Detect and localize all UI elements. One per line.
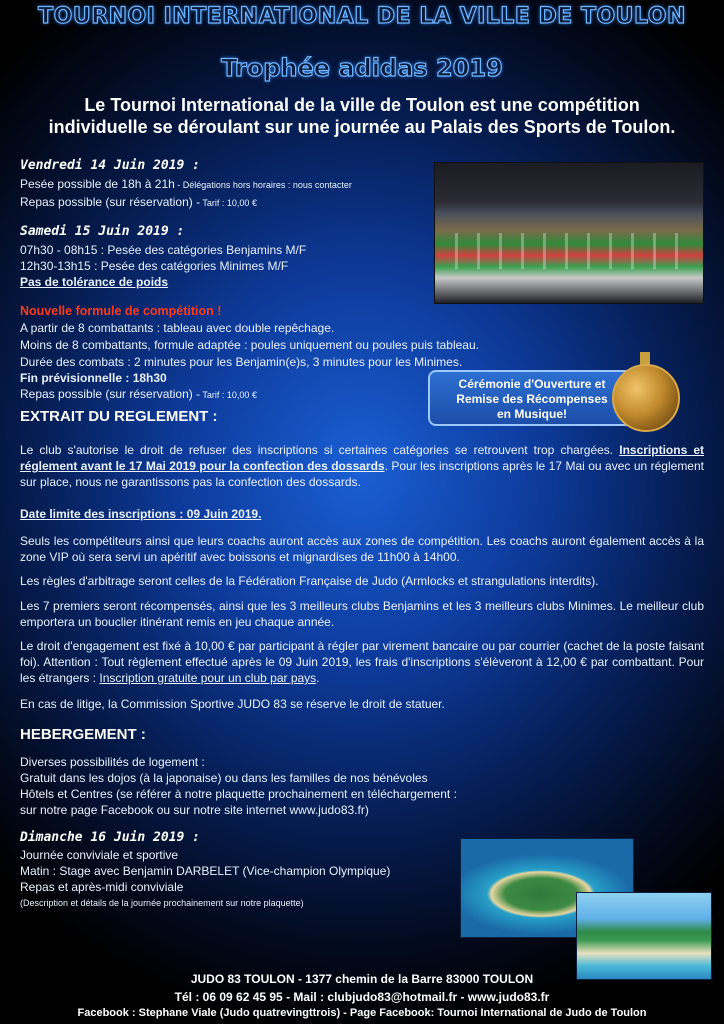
saturday-title: Samedi 15 Juin 2019 : xyxy=(20,224,185,239)
ceremony-badge xyxy=(428,370,636,426)
lodging-line-1: Diverses possibilités de logement : xyxy=(20,755,205,769)
lodging-heading: HEBERGEMENT : xyxy=(20,726,146,743)
rules-p1-c: . Pour les inscriptions après le 17 Mai ou avec un réglement sur place, nous ne garantissons pas la confection des dossards. xyxy=(20,459,704,489)
sunday-line-1: Journée conviviale et sportive xyxy=(20,848,179,862)
lodging-line-2: Gratuit dans les dojos (à la japonaise) ou dans les familles de nos bénévoles xyxy=(20,771,428,785)
friday-title: Vendredi 14 Juin 2019 : xyxy=(20,158,201,173)
footer-contact: Tél : 06 09 62 45 95 - Mail : clubjudo83@hotmail.fr - www.judo83.fr xyxy=(174,990,550,1004)
beach-photo xyxy=(576,892,712,980)
friday-weigh-in-note: - Délégations hors horaires : nous contacter xyxy=(174,180,352,190)
free-registration-notice: Inscription gratuite pour un club par pays xyxy=(99,671,317,685)
subtitle: Trophée adidas 2019 xyxy=(221,54,503,82)
format-line-2: Moins de 8 combattants, formule adaptée : poules uniquement ou poules puis tableau. xyxy=(20,338,479,352)
rules-paragraph-6: En cas de litige, la Commission Sportive JUDO 83 se réserve le droit de statuer. xyxy=(20,697,445,711)
intro-text xyxy=(20,94,704,138)
registration-deadline-notice: Inscriptions et réglement avant le 17 Mai 2019 pour la confection des dossards xyxy=(20,443,705,473)
sunday-line-4: (Description et détails de la journée prochainement sur notre plaquette) xyxy=(20,898,304,908)
saturday-meal-text: Repas possible (sur réservation) - xyxy=(20,387,201,401)
format-line-3: Durée des combats : 2 minutes pour les Benjamin(e)s, 3 minutes pour les Minimes. xyxy=(20,355,463,369)
lodging-line-3: Hôtels et Centres (se référer à notre plaquette prochainement en téléchargement : xyxy=(20,787,457,801)
friday-weigh-in-text: Pesée possible de 18h à 21h xyxy=(20,177,175,191)
saturday-line-2: 12h30-13h15 : Pesée des catégories Minimes M/F xyxy=(20,259,289,273)
ceremony-line-1: Cérémonie d'Ouverture et xyxy=(458,377,606,391)
rules-paragraph-4: Les 7 premiers seront récompensés, ainsi que les 3 meilleurs clubs Benjamins et les 3 meilleurs clubs Minimes. Le meilleur club emportera un bouclier itinérant remis en jeu chaque année. xyxy=(20,599,704,629)
rules-paragraph-5 xyxy=(20,638,704,686)
saturday-line-1: 07h30 - 08h15 : Pesée des catégories Benjamins M/F xyxy=(20,243,307,257)
sunday-line-2: Matin : Stage avec Benjamin DARBELET (Vice-champion Olympique) xyxy=(20,864,391,878)
friday-meal-price: Tarif : 10,00 € xyxy=(200,198,257,208)
rules-paragraph-2: Seuls les compétiteurs ainsi que leurs coachs auront accès aux zones de compétition. Les coachs auront également accès à la zone VIP où sera servi un apéritif avec boissons et mignardises de 11h00 à 14h00. xyxy=(20,534,704,564)
friday-meal xyxy=(20,194,257,211)
weight-tolerance-notice: Pas de tolérance de poids xyxy=(20,275,169,289)
rules-p1-a: Le club s'autorise le droit de refuser des inscriptions si certaines catégories se retrouvent trop chargées. xyxy=(20,443,614,457)
intro-line-2: individuelle se déroulant sur une journée au Palais des Sports de Toulon. xyxy=(48,117,676,137)
saturday-meal xyxy=(20,386,257,403)
arena-photo xyxy=(434,162,704,304)
ceremony-line-3: en Musique! xyxy=(496,407,567,421)
rules-paragraph-1 xyxy=(20,442,704,490)
rules-heading: EXTRAIT DU REGLEMENT : xyxy=(20,408,218,425)
friday-weigh-in xyxy=(20,176,352,193)
saturday-meal-price: Tarif : 10,00 € xyxy=(200,390,257,400)
estimated-end: Fin prévisionnelle : 18h30 xyxy=(20,371,167,385)
registration-deadline: Date limite des inscriptions : 09 Juin 2019. xyxy=(20,507,262,521)
rules-paragraph-3: Les règles d'arbitrage seront celles de la Fédération Française de Judo (Armlocks et strangulations interdits). xyxy=(20,574,599,588)
sunday-line-3: Repas et après-midi conviviale xyxy=(20,880,184,894)
main-title: TOURNOI INTERNATIONAL DE LA VILLE DE TOULON xyxy=(38,4,686,29)
medal-icon xyxy=(612,364,680,432)
intro-line-1: Le Tournoi International de la ville de Toulon est une compétition xyxy=(84,95,640,115)
rules-p5-c: . xyxy=(316,671,320,685)
footer-facebook: Facebook : Stephane Viale (Judo quatrevingttrois) - Page Facebook: Tournoi International de Judo de Toulon xyxy=(77,1007,647,1019)
new-format-heading: Nouvelle formule de compétition ! xyxy=(20,304,222,318)
rules-p5-a: Le droit d'engagement est fixé à 10,00 € par participant à régler par virement bancaire ou par courrier (cachet de la poste faisant foi). Attention : Tout règlement effectué après le 09 Juin 2019, les frais d'inscriptions s'élèveront à 12,00 € par combattant. Pour les étrangers : xyxy=(20,639,704,685)
lodging-line-4: sur notre page Facebook ou sur notre site internet www.judo83.fr) xyxy=(20,803,369,817)
ceremony-line-2: Remise des Récompenses xyxy=(456,392,608,406)
format-line-1: A partir de 8 combattants : tableau avec double repêchage. xyxy=(20,321,335,335)
friday-meal-text: Repas possible (sur réservation) - xyxy=(20,195,201,209)
sunday-title: Dimanche 16 Juin 2019 : xyxy=(20,830,201,845)
footer-address: JUDO 83 TOULON - 1377 chemin de la Barre 83000 TOULON xyxy=(190,972,534,986)
